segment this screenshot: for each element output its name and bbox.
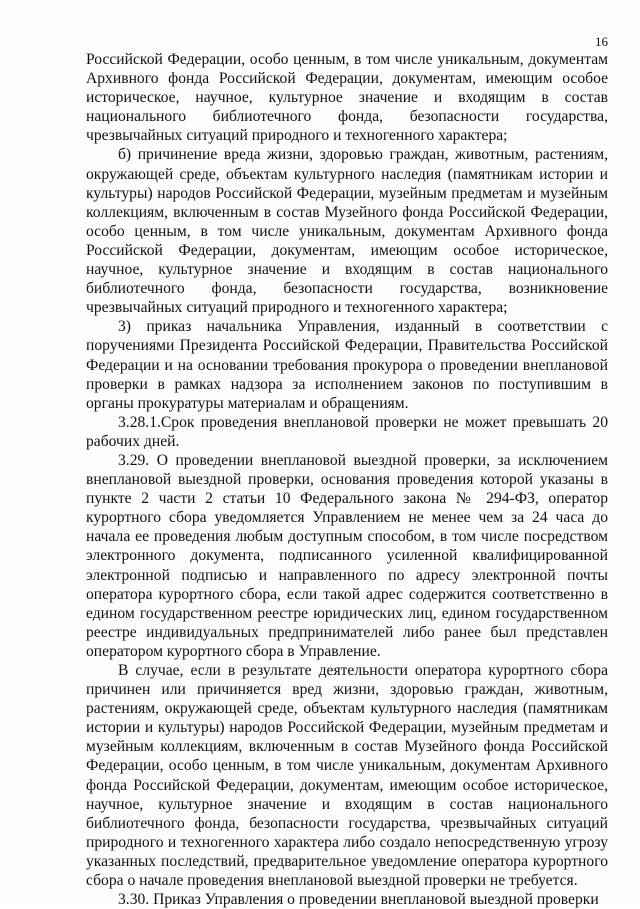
paragraph-3-28-1: 3.28.1.Срок проведения внеплановой проверки не может превышать 20 рабочих дней.: [86, 413, 608, 450]
body-text: [86, 50, 608, 909]
paragraph-3-29: 3.29. О проведении внеплановой выездной проверки, за исключением внеплановой выездной проверки, основания проведения которой указаны в пункте 2 части 2 статьи 10 Федерального закона № 294-ФЗ, оператор курортного сбора уведомляется Управлением не менее чем за 24 часа до начала ее проведения любым доступным способом, в том числе посредством электронного документа, подписанного усиленной квалифицированной электронной подписью и направленного по адресу электронной почты оператора курортного сбора, если такой адрес содержится соответственно в едином государственном реестре юридических лиц, едином государственном реестре индивидуальных предпринимателей либо ранее был представлен оператором курортного сбора в Управление.: [86, 451, 608, 660]
paragraph-b: б) причинение вреда жизни, здоровью граждан, животным, растениям, окружающей среде, объектам культурного наследия (памятникам истории и культуры) народов Российской Федерации, музейным предметам и музейным коллекциям, включенным в состав Музейного фонда Российской Федерации, особо ценным, в том числе уникальным, документам Архивного фонда Российской Федерации, документам, имеющим особое историческое, научное, культурное значение и входящим в состав национального библиотечного фонда, безопасности государства, возникновение чрезвычайных ситуаций природного и техногенного характера;: [86, 146, 608, 317]
paragraph-3: 3) приказ начальника Управления, изданный в соответствии с поручениями Президента Российской Федерации, Правительства Российской Федерации и на основании требования прокурора о проведении внеплановой проверки в рамках надзора за исполнением законов по поступившим в органы прокуратуры материалам и обращениям.: [86, 318, 608, 412]
paragraph-3-30: 3.30. Приказ Управления о проведении внеплановой выездной проверки: [118, 891, 599, 909]
paragraph-exception: В случае, если в результате деятельности оператора курортного сбора причинен или причиняется вред жизни, здоровью граждан, животным, растениям, окружающей среде, объектам культурного наследия (памятникам истории и культуры) народов Российской Федерации, музейным предметам и музейным коллекциям, включенным в состав Музейного фонда Российской Федерации, особо ценным, в том числе уникальным, документам Архивного фонда Российской Федерации, документам, имеющим особое историческое, научное, культурное значение и входящим в состав национального библиотечного фонда, безопасности государства, чрезвычайных ситуаций природного и техногенного характера либо создало непосредственную угрозу указанных последствий, предварительное уведомление оператора курортного сбора о начале проведения внеплановой выездной проверки не требуется.: [86, 662, 608, 890]
page-number: 16: [595, 34, 608, 49]
paragraph-continuation: Российской Федерации, особо ценным, в том числе уникальным, документам Архивного фонда Российской Федерации, документам, имеющим особое историческое, научное, культурное значение и входящим в состав национального библиотечного фонда, безопасности государства, чрезвычайных ситуаций природного и техногенного характера;: [86, 51, 608, 145]
